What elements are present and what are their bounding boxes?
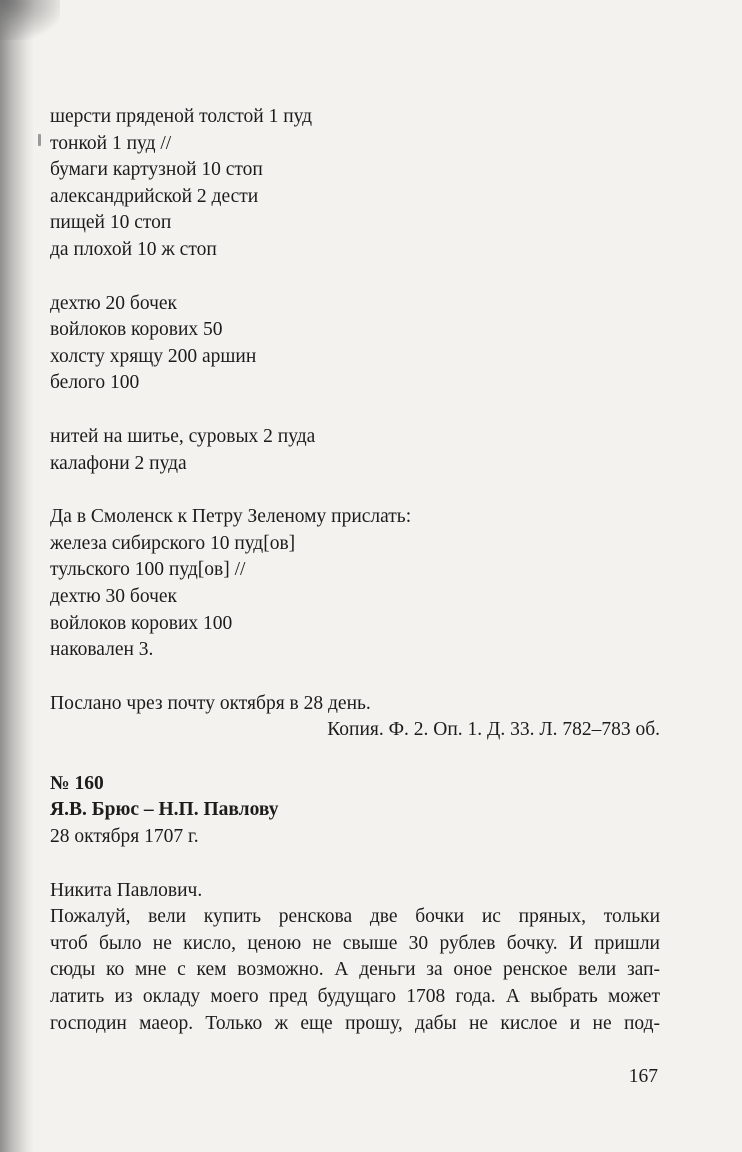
- list-item: александрийской 2 дести: [50, 185, 259, 207]
- document-page: [50, 104, 660, 1037]
- archive-reference: Копия. Ф. 2. Оп. 1. Д. 33. Л. 782–783 об.: [327, 719, 660, 741]
- list-item: войлоков корових 50: [50, 319, 223, 341]
- list-item: дехтю 30 бочек: [50, 585, 178, 607]
- item-list-2: [50, 291, 660, 397]
- sent-note: Послано чрез почту октября в 28 день.: [50, 692, 371, 714]
- list-item: дехтю 20 бочек: [50, 292, 178, 314]
- list-item: холсту хрящу 200 аршин: [50, 345, 257, 367]
- list-item: наковален 3.: [50, 639, 154, 661]
- body-line: Пожалуй, вели купить ренскова две бочки ис пряных, тольки: [50, 906, 660, 928]
- document-date: 28 октября 1707 г.: [50, 826, 199, 848]
- list-item: нитей на шитье, суровых 2 пуда: [50, 425, 316, 447]
- list-item: калафони 2 пуда: [50, 452, 187, 474]
- list-item: пищей 10 стоп: [50, 212, 172, 234]
- body-line: сюды ко мне с кем возможно. А деньги за оное ренское вели зап-: [50, 959, 660, 981]
- body-line: латить из окладу моего пред будущаго 1708 года. А выбрать может: [50, 986, 660, 1008]
- item-list-3: [50, 424, 660, 477]
- list-item: белого 100: [50, 372, 140, 394]
- salutation: Никита Павлович.: [50, 879, 203, 901]
- list-item: войлоков корових 100: [50, 612, 233, 634]
- page-number: 167: [628, 1066, 658, 1087]
- document-title: Я.В. Брюс – Н.П. Павлову: [50, 799, 279, 821]
- item-list-4: [50, 504, 660, 664]
- list-item: да плохой 10 ж стоп: [50, 238, 217, 260]
- item-list-1: [50, 104, 660, 264]
- list-item: тульского 100 пуд[ов] //: [50, 559, 246, 581]
- body-line: господин маеор. Только ж еще прошу, дабы не кислое и не под-: [50, 1012, 660, 1034]
- margin-mark: [38, 134, 41, 146]
- body-line: чтоб было не кисло, ценою не свыше 30 рублев бочку. И пришли: [50, 932, 660, 954]
- list-item: железа сибирского 10 пуд[ов]: [50, 532, 296, 554]
- list-item: тонкой 1 пуд //: [50, 132, 172, 154]
- page-gutter-shadow: [0, 0, 34, 1152]
- letter-body: [50, 904, 660, 1037]
- page-corner-shadow: [0, 0, 60, 40]
- document-number: № 160: [50, 772, 104, 794]
- list-item: бумаги картузной 10 стоп: [50, 159, 263, 181]
- list-item: Да в Смоленск к Петру Зеленому прислать:: [50, 506, 412, 528]
- list-item: шерсти пряденой толстой 1 пуд: [50, 106, 313, 127]
